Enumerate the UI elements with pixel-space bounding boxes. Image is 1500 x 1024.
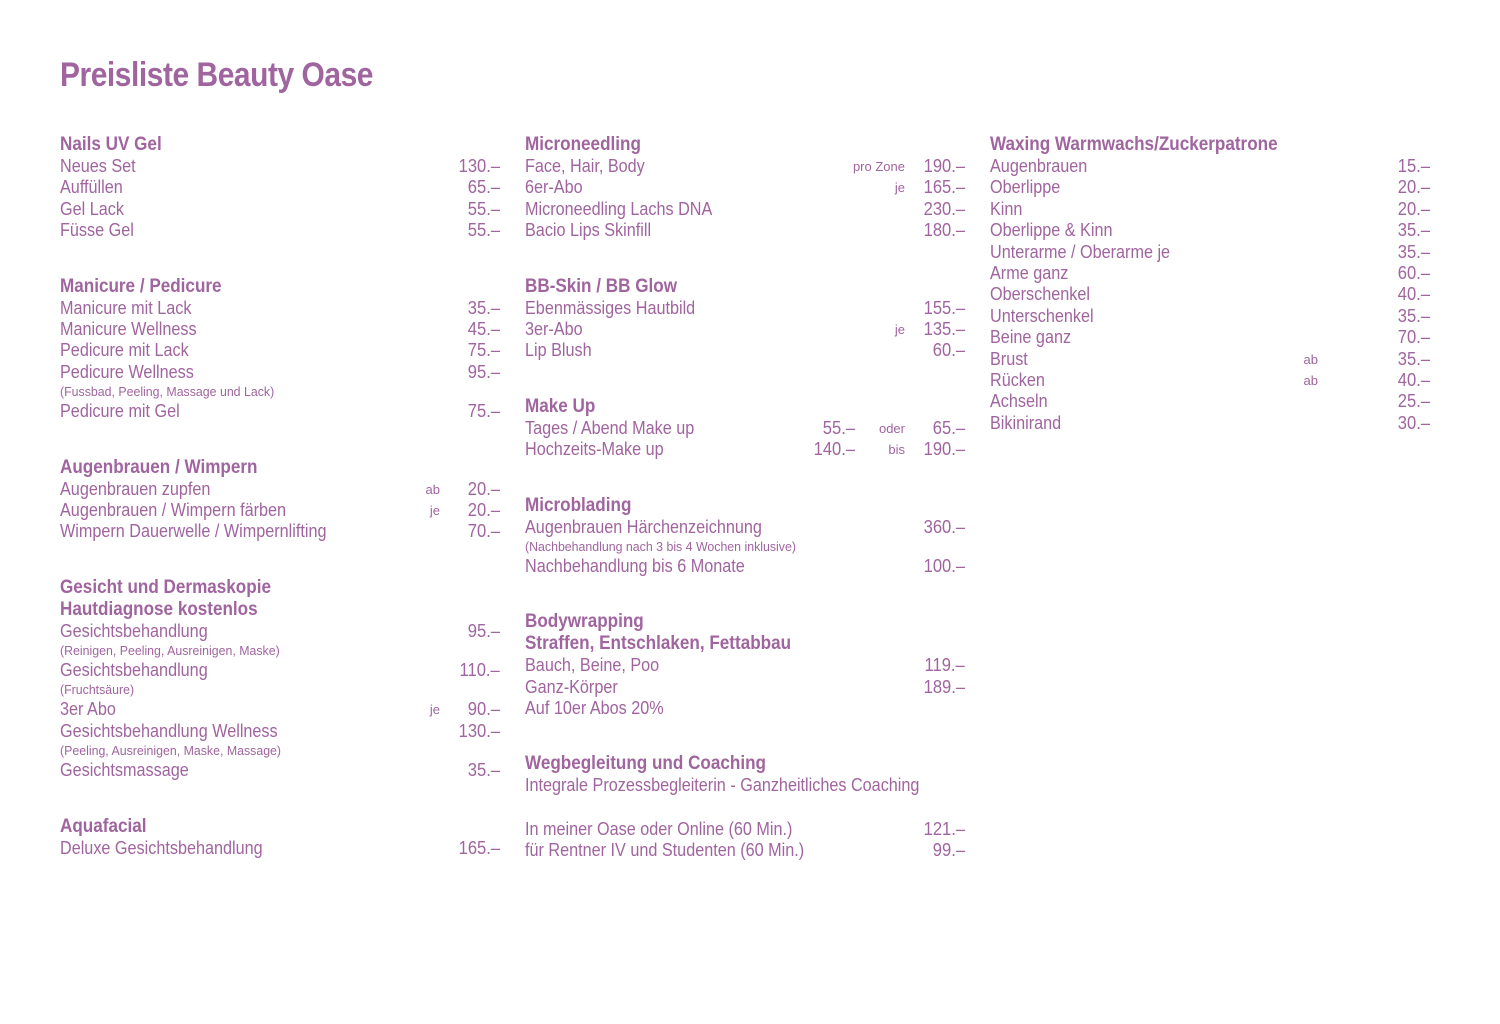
price-row: [60, 362, 500, 383]
price-row: [990, 327, 1430, 348]
item-qualifier: ab: [1303, 372, 1318, 388]
price-row: [525, 220, 965, 241]
price-row: [525, 156, 965, 177]
item-label: Gesichtsbehandlung: [60, 660, 208, 681]
column-2: [525, 134, 965, 896]
price-row: [990, 349, 1430, 370]
price-row: [525, 199, 965, 220]
section-heading: Nails UV Gel: [60, 134, 162, 155]
item-alt-price: 140.–: [813, 439, 855, 460]
item-price: 20.–: [1397, 177, 1430, 198]
item-label: Deluxe Gesichtsbehandlung: [60, 837, 263, 858]
section-heading: BB-Skin / BB Glow: [525, 275, 678, 297]
item-label: Gel Lack: [60, 198, 124, 219]
item-label: für Rentner IV und Studenten (60 Min.): [525, 840, 805, 861]
item-label: Wimpern Dauerwelle / Wimpernlifting: [60, 521, 327, 542]
item-label: Arme ganz: [990, 262, 1069, 283]
item-label: Unterarme / Oberarme je: [990, 241, 1171, 262]
price-row: [525, 439, 965, 460]
price-section: [525, 753, 965, 861]
item-label: Microneedling Lachs DNA: [525, 198, 713, 219]
item-label: Augenbrauen Härchenzeichnung: [525, 516, 762, 537]
price-row: [525, 840, 965, 861]
price-row: [525, 517, 965, 538]
item-price: 20.–: [1397, 198, 1430, 219]
price-section: [60, 276, 500, 423]
section-subheading: Hautdiagnose kostenlos: [60, 598, 258, 620]
item-label: Augenbrauen: [990, 156, 1088, 176]
item-label: Nachbehandlung bis 6 Monate: [525, 555, 745, 576]
price-row: [990, 156, 1430, 177]
item-price: 155.–: [923, 297, 965, 318]
price-section: [60, 134, 500, 242]
item-qualifier: je: [894, 180, 905, 196]
column-3: [990, 134, 1430, 468]
item-price: 35.–: [467, 297, 500, 318]
item-label: Füsse Gel: [60, 220, 134, 241]
price-row: [60, 220, 500, 241]
item-price: 60.–: [1397, 262, 1430, 283]
spacer: [525, 797, 965, 819]
price-row: [60, 298, 500, 319]
price-row: [990, 220, 1430, 241]
item-qualifier: ab: [1303, 351, 1318, 367]
item-price: 360.–: [923, 516, 965, 537]
price-section: [525, 495, 965, 578]
item-label: 3er-Abo: [525, 318, 583, 339]
price-row: [525, 698, 965, 719]
section-heading: Augenbrauen / Wimpern: [60, 456, 258, 478]
item-price: 110.–: [459, 660, 500, 681]
item-label: Oberschenkel: [990, 284, 1090, 305]
section-heading: Make Up: [525, 395, 596, 417]
price-row: [60, 479, 500, 500]
price-row: [60, 401, 500, 422]
item-label: Gesichtsbehandlung Wellness: [60, 720, 278, 741]
price-row: [990, 242, 1430, 263]
price-row: [60, 660, 500, 681]
item-label: Auffüllen: [60, 177, 123, 198]
item-price: 75.–: [467, 340, 500, 361]
item-price: 70.–: [467, 521, 500, 542]
item-price: 165.–: [923, 177, 965, 198]
price-row: [990, 284, 1430, 305]
item-qualifier: je: [894, 321, 905, 337]
item-price: 45.–: [467, 318, 500, 339]
item-label: Bauch, Beine, Poo: [525, 655, 660, 676]
item-price: 35.–: [1397, 305, 1430, 326]
price-row: [525, 319, 965, 340]
item-price: 189.–: [923, 676, 965, 697]
section-heading: Bodywrapping: [525, 611, 644, 633]
item-note: (Reinigen, Peeling, Ausreinigen, Maske): [60, 643, 280, 659]
section-heading: Microneedling: [525, 134, 641, 155]
price-row: [525, 655, 965, 676]
price-section: [60, 816, 500, 859]
item-price: 60.–: [932, 340, 965, 361]
price-row: [60, 760, 500, 781]
page-title: Preisliste Beauty Oase: [60, 56, 373, 94]
price-row: [525, 677, 965, 698]
item-qualifier: je: [429, 702, 440, 718]
item-label: Bacio Lips Skinfill: [525, 220, 652, 241]
price-row: [60, 699, 500, 720]
item-note: (Fussbad, Peeling, Massage und Lack): [60, 384, 275, 400]
section-heading: Microblading: [525, 494, 632, 516]
price-section: [525, 276, 965, 362]
item-label: Brust: [990, 348, 1028, 369]
price-row: [60, 621, 500, 642]
price-row: [60, 721, 500, 742]
item-label: Gesichtsbehandlung: [60, 620, 208, 641]
item-price: 55.–: [467, 198, 500, 219]
item-price: 230.–: [923, 198, 965, 219]
item-price: 35.–: [1397, 220, 1430, 241]
item-label: Pedicure Wellness: [60, 361, 194, 382]
price-row: [990, 306, 1430, 327]
price-section: [525, 396, 965, 461]
item-label: Achseln: [990, 391, 1048, 412]
price-row: [525, 819, 965, 840]
item-price: 95.–: [467, 361, 500, 382]
item-label: 6er-Abo: [525, 177, 583, 198]
item-label: Kinn: [990, 198, 1023, 219]
section-heading: Waxing Warmwachs/Zuckerpatrone: [990, 134, 1278, 155]
section-heading: Manicure / Pedicure: [60, 275, 222, 297]
price-row: [990, 177, 1430, 198]
item-price: 35.–: [467, 760, 500, 781]
column-1: [60, 134, 500, 893]
item-note: (Fruchtsäure): [60, 682, 135, 698]
item-qualifier: oder: [878, 420, 905, 436]
item-price: 55.–: [467, 220, 500, 241]
price-section: [990, 134, 1430, 434]
item-label: Augenbrauen zupfen: [60, 478, 211, 499]
price-section: [60, 457, 500, 543]
item-label: Manicure Wellness: [60, 318, 197, 339]
item-note: (Peeling, Ausreinigen, Maske, Massage): [60, 743, 282, 759]
item-label: Augenbrauen / Wimpern färben: [60, 499, 287, 520]
item-price: 99.–: [932, 840, 965, 861]
item-price: 95.–: [467, 620, 500, 641]
item-price: 165.–: [458, 837, 500, 858]
section-intro: [525, 775, 965, 796]
item-label: 3er Abo: [60, 699, 116, 720]
item-label: Manicure mit Lack: [60, 297, 192, 318]
price-row: [60, 500, 500, 521]
item-label: Auf 10er Abos 20%: [525, 698, 664, 719]
item-price: 35.–: [1397, 241, 1430, 262]
item-price: 190.–: [923, 439, 965, 460]
intro-text: Integrale Prozessbegleiterin - Ganzheitliches Coaching: [525, 775, 920, 796]
price-row: [60, 177, 500, 198]
item-price: 130.–: [458, 156, 500, 176]
item-label: Pedicure mit Lack: [60, 340, 189, 361]
price-row: [60, 319, 500, 340]
price-row: [60, 838, 500, 859]
item-price: 100.–: [923, 555, 965, 576]
item-label: Bikinirand: [990, 412, 1062, 433]
item-label: Tages / Abend Make up: [525, 417, 695, 438]
price-row: [525, 418, 965, 439]
price-row: [990, 370, 1430, 391]
price-row: [525, 177, 965, 198]
item-price: 40.–: [1397, 369, 1430, 390]
price-row: [60, 199, 500, 220]
item-price: 135.–: [923, 318, 965, 339]
item-price: 70.–: [1397, 327, 1430, 348]
price-row: [60, 521, 500, 542]
item-qualifier: bis: [888, 442, 905, 458]
item-price: 15.–: [1397, 156, 1430, 176]
item-alt-price: 55.–: [822, 417, 855, 438]
item-label: Oberlippe: [990, 177, 1061, 198]
price-row: [60, 340, 500, 361]
section-heading: Gesicht und Dermaskopie: [60, 576, 271, 598]
item-label: Lip Blush: [525, 340, 592, 361]
item-price: 180.–: [923, 220, 965, 241]
item-label: Neues Set: [60, 156, 136, 176]
item-label: Ganz-Körper: [525, 676, 618, 697]
item-label: Unterschenkel: [990, 305, 1094, 326]
item-price: 20.–: [467, 499, 500, 520]
item-price: 119.–: [924, 655, 965, 676]
item-price: 20.–: [467, 478, 500, 499]
item-label: Hochzeits-Make up: [525, 439, 664, 460]
item-label: Pedicure mit Gel: [60, 401, 180, 422]
item-price: 40.–: [1397, 284, 1430, 305]
item-price: 35.–: [1397, 348, 1430, 369]
item-price: 75.–: [467, 401, 500, 422]
item-qualifier: pro Zone: [852, 159, 905, 174]
price-row: [525, 340, 965, 361]
price-row: [990, 263, 1430, 284]
section-heading: Wegbegleitung und Coaching: [525, 753, 766, 775]
price-row: [60, 156, 500, 177]
price-row: [525, 298, 965, 319]
item-label: Rücken: [990, 369, 1045, 390]
item-price: 190.–: [923, 156, 965, 176]
item-label: Gesichtsmassage: [60, 760, 189, 781]
item-price: 30.–: [1397, 412, 1430, 433]
price-section: [60, 577, 500, 782]
item-label: Face, Hair, Body: [525, 156, 645, 176]
item-price: 65.–: [467, 177, 500, 198]
price-section: [525, 134, 965, 242]
item-label: Beine ganz: [990, 327, 1072, 348]
item-label: In meiner Oase oder Online (60 Min.): [525, 818, 793, 839]
item-note: (Nachbehandlung nach 3 bis 4 Wochen inklusive): [525, 538, 796, 554]
price-section: [525, 611, 965, 719]
item-price: 90.–: [467, 699, 500, 720]
price-row: [525, 556, 965, 577]
item-price: 65.–: [932, 417, 965, 438]
item-qualifier: je: [429, 502, 440, 518]
item-qualifier: ab: [425, 481, 440, 497]
price-row: [990, 391, 1430, 412]
item-price: 130.–: [458, 720, 500, 741]
price-row: [990, 413, 1430, 434]
price-row: [990, 199, 1430, 220]
item-label: Oberlippe & Kinn: [990, 220, 1113, 241]
item-label: Ebenmässiges Hautbild: [525, 297, 696, 318]
section-heading: Aquafacial: [60, 815, 147, 837]
item-price: 121.–: [923, 818, 965, 839]
section-subheading: Straffen, Entschlaken, Fettabbau: [525, 633, 792, 655]
item-price: 25.–: [1397, 391, 1430, 412]
